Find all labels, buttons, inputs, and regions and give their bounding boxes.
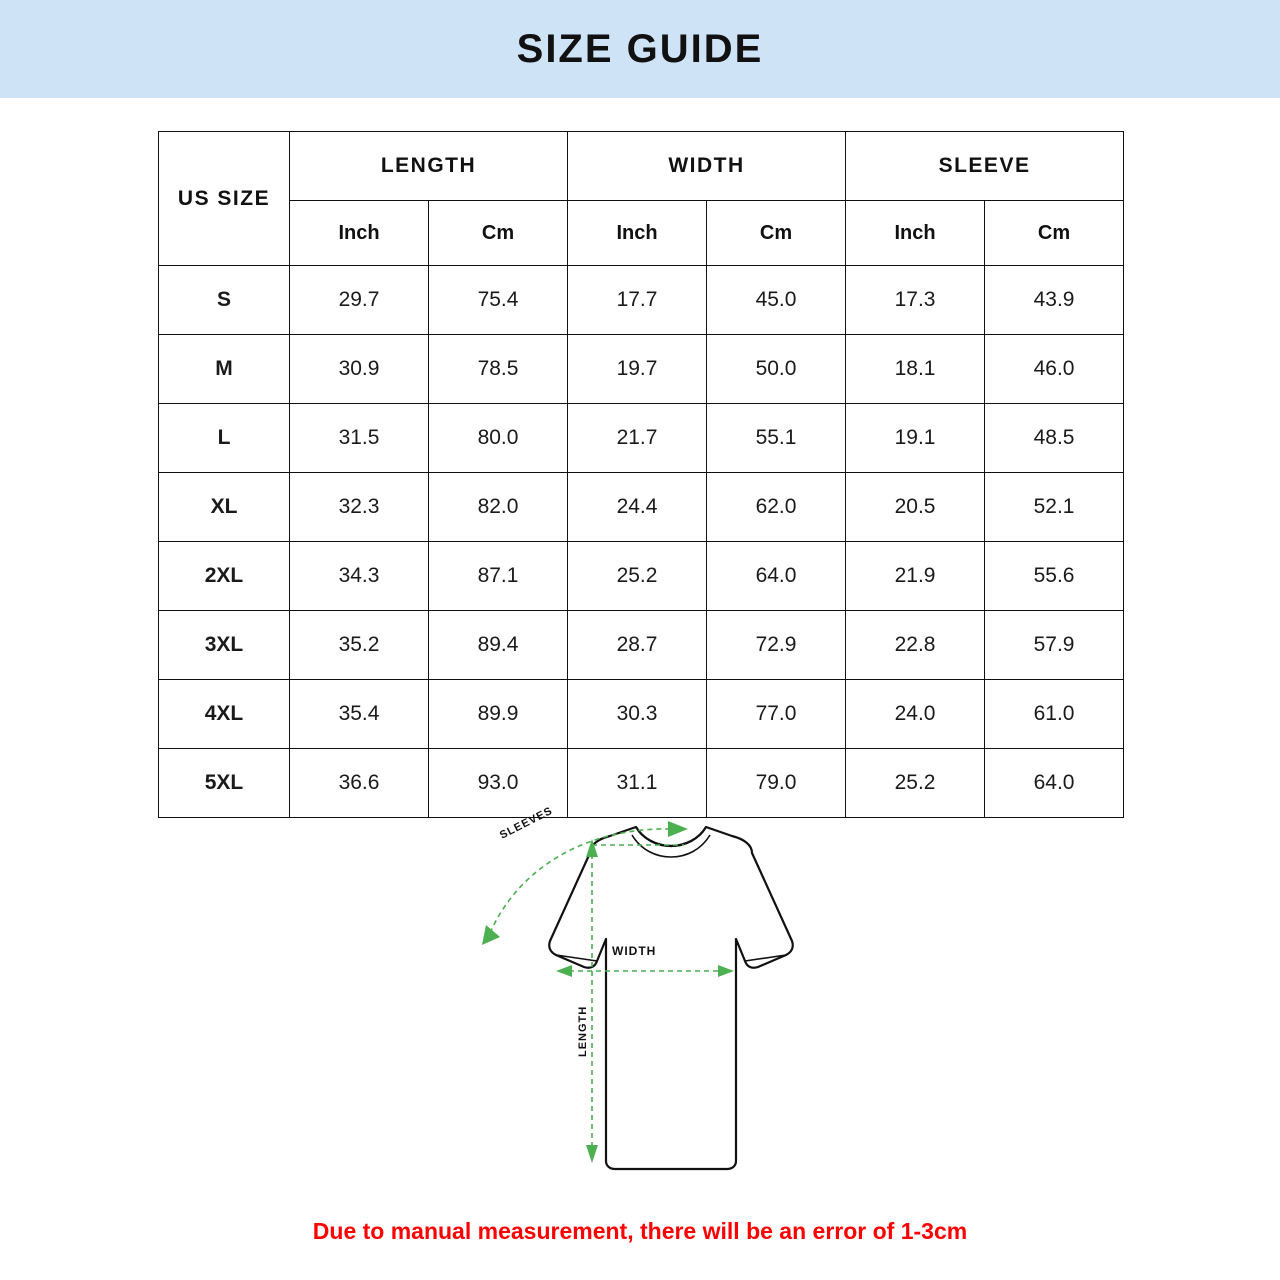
table-group-header-row — [159, 132, 1124, 201]
table-row — [159, 404, 1124, 473]
row-sleeve-cm: 48.5 — [985, 404, 1124, 473]
row-length-cm: 89.9 — [429, 680, 568, 749]
unit-sleeve-cm: Cm — [985, 201, 1124, 266]
row-width-inch: 21.7 — [568, 404, 707, 473]
row-width-inch: 25.2 — [568, 542, 707, 611]
table-row — [159, 335, 1124, 404]
row-length-cm: 89.4 — [429, 611, 568, 680]
row-length-inch: 32.3 — [290, 473, 429, 542]
row-width-cm: 45.0 — [707, 266, 846, 335]
row-length-cm: 80.0 — [429, 404, 568, 473]
table-row — [159, 473, 1124, 542]
row-length-inch: 35.4 — [290, 680, 429, 749]
row-width-cm: 62.0 — [707, 473, 846, 542]
row-length-cm: 82.0 — [429, 473, 568, 542]
row-sleeve-inch: 17.3 — [846, 266, 985, 335]
row-sleeve-cm: 57.9 — [985, 611, 1124, 680]
header-length: LENGTH — [290, 132, 568, 201]
table-row — [159, 542, 1124, 611]
row-length-inch: 29.7 — [290, 266, 429, 335]
tshirt-measurement-diagram — [440, 805, 840, 1195]
row-sleeve-cm: 43.9 — [985, 266, 1124, 335]
unit-width-cm: Cm — [707, 201, 846, 266]
row-length-inch: 30.9 — [290, 335, 429, 404]
row-width-inch: 31.1 — [568, 749, 707, 818]
row-width-cm: 55.1 — [707, 404, 846, 473]
size-chart-table-wrapper — [158, 131, 1122, 818]
width-label: WIDTH — [612, 944, 657, 958]
row-width-cm: 50.0 — [707, 335, 846, 404]
row-sleeve-cm: 61.0 — [985, 680, 1124, 749]
row-sleeve-inch: 21.9 — [846, 542, 985, 611]
unit-length-cm: Cm — [429, 201, 568, 266]
row-width-cm: 79.0 — [707, 749, 846, 818]
row-length-inch: 34.3 — [290, 542, 429, 611]
sleeves-label: SLEEVES — [497, 805, 555, 842]
row-size: S — [159, 266, 290, 335]
header-banner — [0, 0, 1280, 98]
row-width-inch: 19.7 — [568, 335, 707, 404]
header-sleeve: SLEEVE — [846, 132, 1124, 201]
header-width: WIDTH — [568, 132, 846, 201]
row-length-cm: 93.0 — [429, 749, 568, 818]
row-length-inch: 35.2 — [290, 611, 429, 680]
row-size: 2XL — [159, 542, 290, 611]
row-sleeve-cm: 46.0 — [985, 335, 1124, 404]
size-chart-body — [159, 266, 1124, 818]
row-size: 3XL — [159, 611, 290, 680]
row-sleeve-inch: 18.1 — [846, 335, 985, 404]
row-width-inch: 24.4 — [568, 473, 707, 542]
row-sleeve-inch: 19.1 — [846, 404, 985, 473]
row-length-cm: 87.1 — [429, 542, 568, 611]
row-length-inch: 36.6 — [290, 749, 429, 818]
row-sleeve-cm: 64.0 — [985, 749, 1124, 818]
unit-sleeve-inch: Inch — [846, 201, 985, 266]
row-width-inch: 30.3 — [568, 680, 707, 749]
size-chart-table — [158, 131, 1124, 818]
header-us-size: US SIZE — [159, 132, 290, 266]
table-row — [159, 680, 1124, 749]
row-width-cm: 64.0 — [707, 542, 846, 611]
length-label: LENGTH — [577, 1005, 589, 1057]
row-length-cm: 78.5 — [429, 335, 568, 404]
unit-width-inch: Inch — [568, 201, 707, 266]
table-unit-header-row — [159, 201, 1124, 266]
table-row — [159, 266, 1124, 335]
row-size: L — [159, 404, 290, 473]
row-width-cm: 77.0 — [707, 680, 846, 749]
row-sleeve-cm: 55.6 — [985, 542, 1124, 611]
row-sleeve-inch: 20.5 — [846, 473, 985, 542]
row-width-cm: 72.9 — [707, 611, 846, 680]
row-sleeve-inch: 24.0 — [846, 680, 985, 749]
row-width-inch: 28.7 — [568, 611, 707, 680]
measurement-disclaimer: Due to manual measurement, there will be an error of 1-3cm — [312, 1218, 968, 1244]
unit-length-inch: Inch — [290, 201, 429, 266]
row-sleeve-inch: 22.8 — [846, 611, 985, 680]
row-sleeve-inch: 25.2 — [846, 749, 985, 818]
page-title: SIZE GUIDE — [516, 26, 764, 71]
row-width-inch: 17.7 — [568, 266, 707, 335]
row-size: 5XL — [159, 749, 290, 818]
row-size: 4XL — [159, 680, 290, 749]
row-length-cm: 75.4 — [429, 266, 568, 335]
row-length-inch: 31.5 — [290, 404, 429, 473]
row-sleeve-cm: 52.1 — [985, 473, 1124, 542]
table-row — [159, 611, 1124, 680]
row-size: M — [159, 335, 290, 404]
row-size: XL — [159, 473, 290, 542]
tshirt-outline-icon — [549, 827, 793, 1169]
